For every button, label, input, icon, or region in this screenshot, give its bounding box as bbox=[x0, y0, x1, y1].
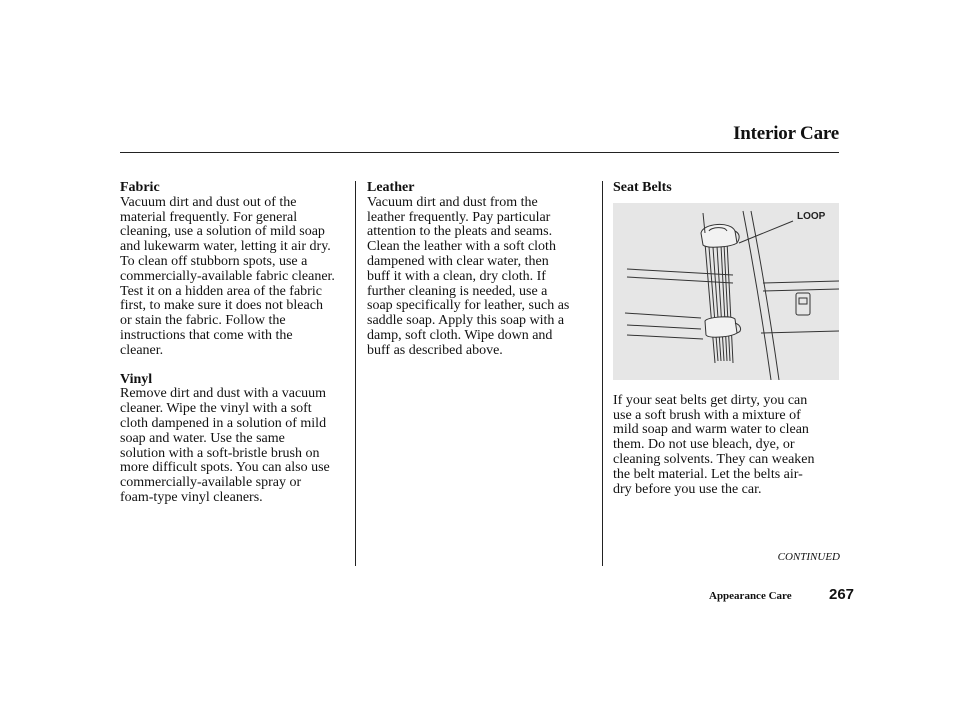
seat-belt-drawing bbox=[613, 203, 839, 380]
title-rule bbox=[120, 152, 839, 153]
vinyl-heading: Vinyl bbox=[120, 371, 153, 387]
leather-heading: Leather bbox=[367, 180, 415, 195]
column-divider bbox=[602, 181, 603, 566]
fabric-heading: Fabric bbox=[120, 180, 160, 195]
section-gap bbox=[120, 359, 352, 373]
seat-belts-heading: Seat Belts bbox=[613, 180, 672, 195]
page-number: 267 bbox=[829, 586, 855, 603]
seat-belts-body: If your seat belts get dirty, you can use a soft brush with a mixture of mild soap and warm water to clean them. Do not use bleach, dye, or cleaning solvents. They can weaken the belt material. Let the belts air- dry before you use the car. bbox=[613, 392, 815, 497]
leather-body: Vacuum dirt and dust from the leather frequently. Pay particular attention to the pleats and seams. Clean the leather with a soft cloth dampened with clear water, then buff it with a clean, dry cloth. If further cleaning is needed, use a soap specifically for leather, such as saddle soap. Apply this soap with a damp, soft cloth. Wipe down and buff as described above. bbox=[367, 194, 570, 358]
column-fabric-vinyl bbox=[120, 181, 352, 506]
column-leather bbox=[367, 181, 599, 359]
vinyl-body: Remove dirt and dust with a vacuum cleaner. Wipe the vinyl with a soft cloth dampened in a solution of mild soap and water. Use the same solution with a soft-bristle brush on more difficult spots. You can also use commercially-available spray or foam-type vinyl cleaners. bbox=[120, 386, 330, 505]
loop-label: LOOP bbox=[797, 210, 826, 222]
seat-belt-illustration bbox=[613, 203, 839, 380]
page-title: Interior Care bbox=[733, 123, 839, 144]
column-divider bbox=[355, 181, 356, 566]
column-seat-belts bbox=[613, 181, 839, 497]
continued-label: CONTINUED bbox=[777, 551, 840, 563]
footer-section-name: Appearance Care bbox=[709, 590, 792, 602]
fabric-body: Vacuum dirt and dust out of the material frequently. For general cleaning, use a solution of mild soap and lukewarm water, letting it air dry. To clean off stubborn spots, use a commercially-available fabric cleaner. Test it on a hidden area of the fabric first, to make sure it does not bleach or stain the fabric. Follow the instructions that come with the cleaner. bbox=[120, 194, 335, 358]
